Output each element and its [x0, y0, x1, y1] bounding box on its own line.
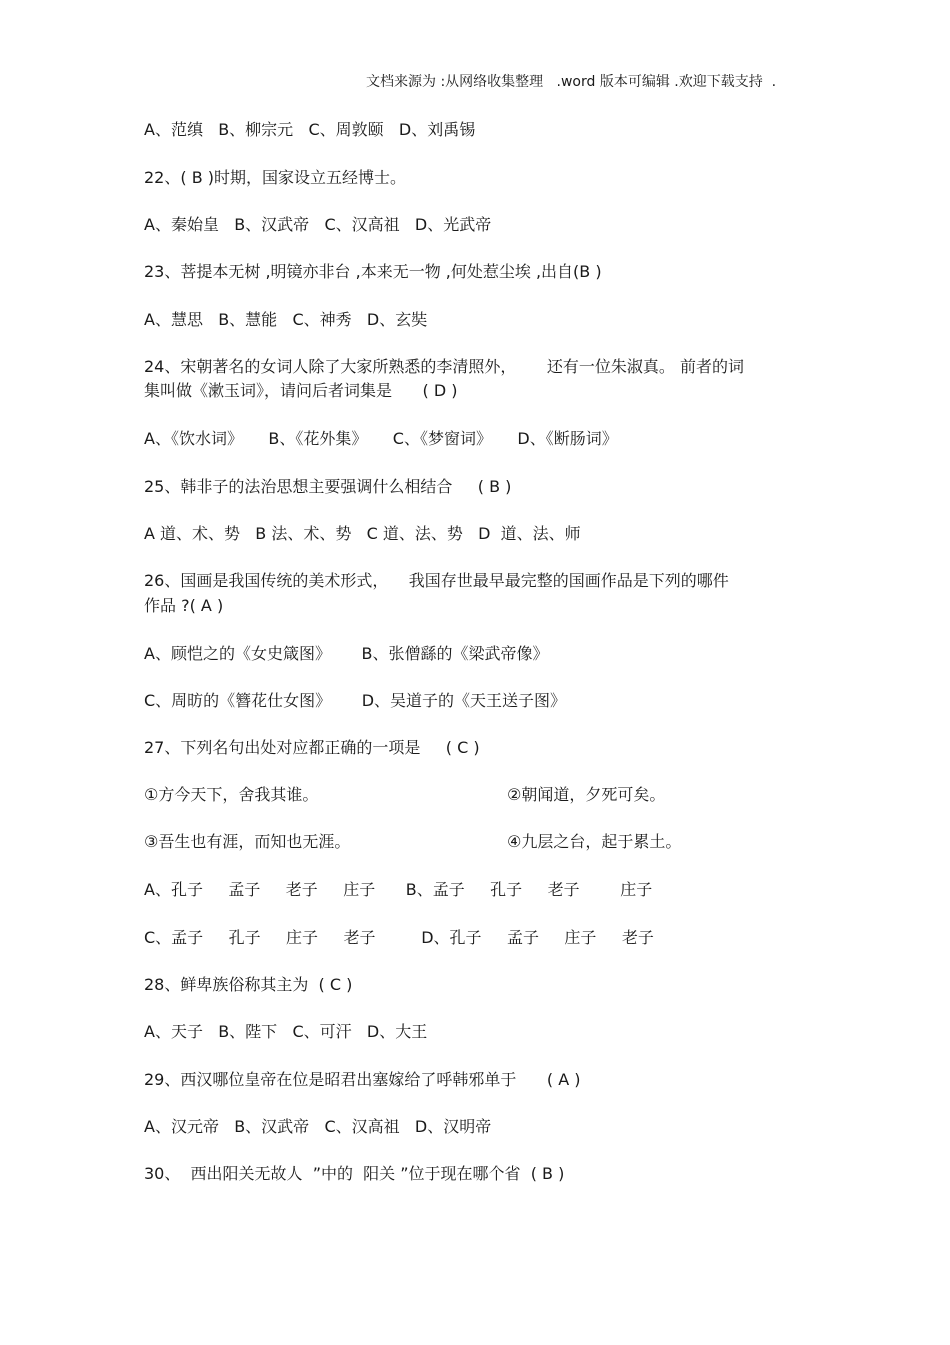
- answer-options-25: A 道、术、势 B 法、术、势 C 道、法、势 D 道、法、师: [144, 524, 581, 543]
- answer-options-27-ab: A、孔子 孟子 老子 庄子 B、孟子 孔子 老子 庄子: [144, 880, 653, 899]
- answer-options-27-cd: C、孟子 孔子 庄子 老子 D、孔子 孟子 庄子 老子: [144, 928, 654, 947]
- answer-options-22: A、秦始皇 B、汉武帝 C、汉高祖 D、光武帝: [144, 215, 492, 234]
- question-23: 23、菩提本无树 ,明镜亦非台 ,本来无一物 ,何处惹尘埃 ,出自(B ): [144, 262, 602, 281]
- quote-4: ④九层之台，起于累土。: [507, 832, 682, 851]
- question-28: 28、鲜卑族俗称其主为 ( C ): [144, 975, 353, 994]
- question-29: 29、西汉哪位皇帝在位是昭君出塞嫁给了呼韩邪单于 ( A ): [144, 1070, 581, 1089]
- quote-3: ③吾生也有涯，而知也无涯。: [144, 832, 351, 851]
- answer-options-23: A、慧思 B、慧能 C、神秀 D、玄奘: [144, 310, 428, 329]
- page-header: 文档来源为 :从网络收集整理 .word 版本可编辑 .欢迎下载支持 .: [366, 74, 777, 90]
- question-30: 30、 西出阳关无故人 ”中的 阳关 ”位于现在哪个省 ( B ): [144, 1164, 565, 1183]
- question-25: 25、韩非子的法治思想主要强调什么相结合 ( B ): [144, 477, 512, 496]
- answer-options-29: A、汉元帝 B、汉武帝 C、汉高祖 D、汉明帝: [144, 1117, 492, 1136]
- question-26-line2: 作品 ?( A ): [144, 596, 224, 615]
- answer-options-26-ab: A、顾恺之的《女史箴图》 B、张僧繇的《梁武帝像》: [144, 644, 549, 663]
- answer-options-21: A、范缜 B、柳宗元 C、周敦颐 D、刘禹锡: [144, 120, 476, 139]
- quote-1: ①方今天下，舍我其谁。: [144, 785, 319, 804]
- question-24-line1: 24、宋朝著名的女词人除了大家所熟悉的李清照外， 还有一位朱淑真。 前者的词: [144, 357, 744, 376]
- question-24-line2: 集叫做《漱玉词》，请问后者词集是 ( D ): [144, 381, 458, 400]
- question-22: 22、( B )时期，国家设立五经博士。: [144, 168, 406, 187]
- quote-2: ②朝闻道，夕死可矣。: [507, 785, 666, 804]
- question-27: 27、下列名句出处对应都正确的一项是 ( C ): [144, 738, 480, 757]
- answer-options-24: A、《饮水词》 B、《花外集》 C、《梦窗词》 D、《断肠词》: [144, 429, 618, 448]
- answer-options-28: A、天子 B、陛下 C、可汗 D、大王: [144, 1022, 428, 1041]
- question-26-line1: 26、国画是我国传统的美术形式， 我国存世最早最完整的国画作品是下列的哪件: [144, 571, 729, 590]
- answer-options-26-cd: C、周昉的《簪花仕女图》 D、吴道子的《天王送子图》: [144, 691, 567, 710]
